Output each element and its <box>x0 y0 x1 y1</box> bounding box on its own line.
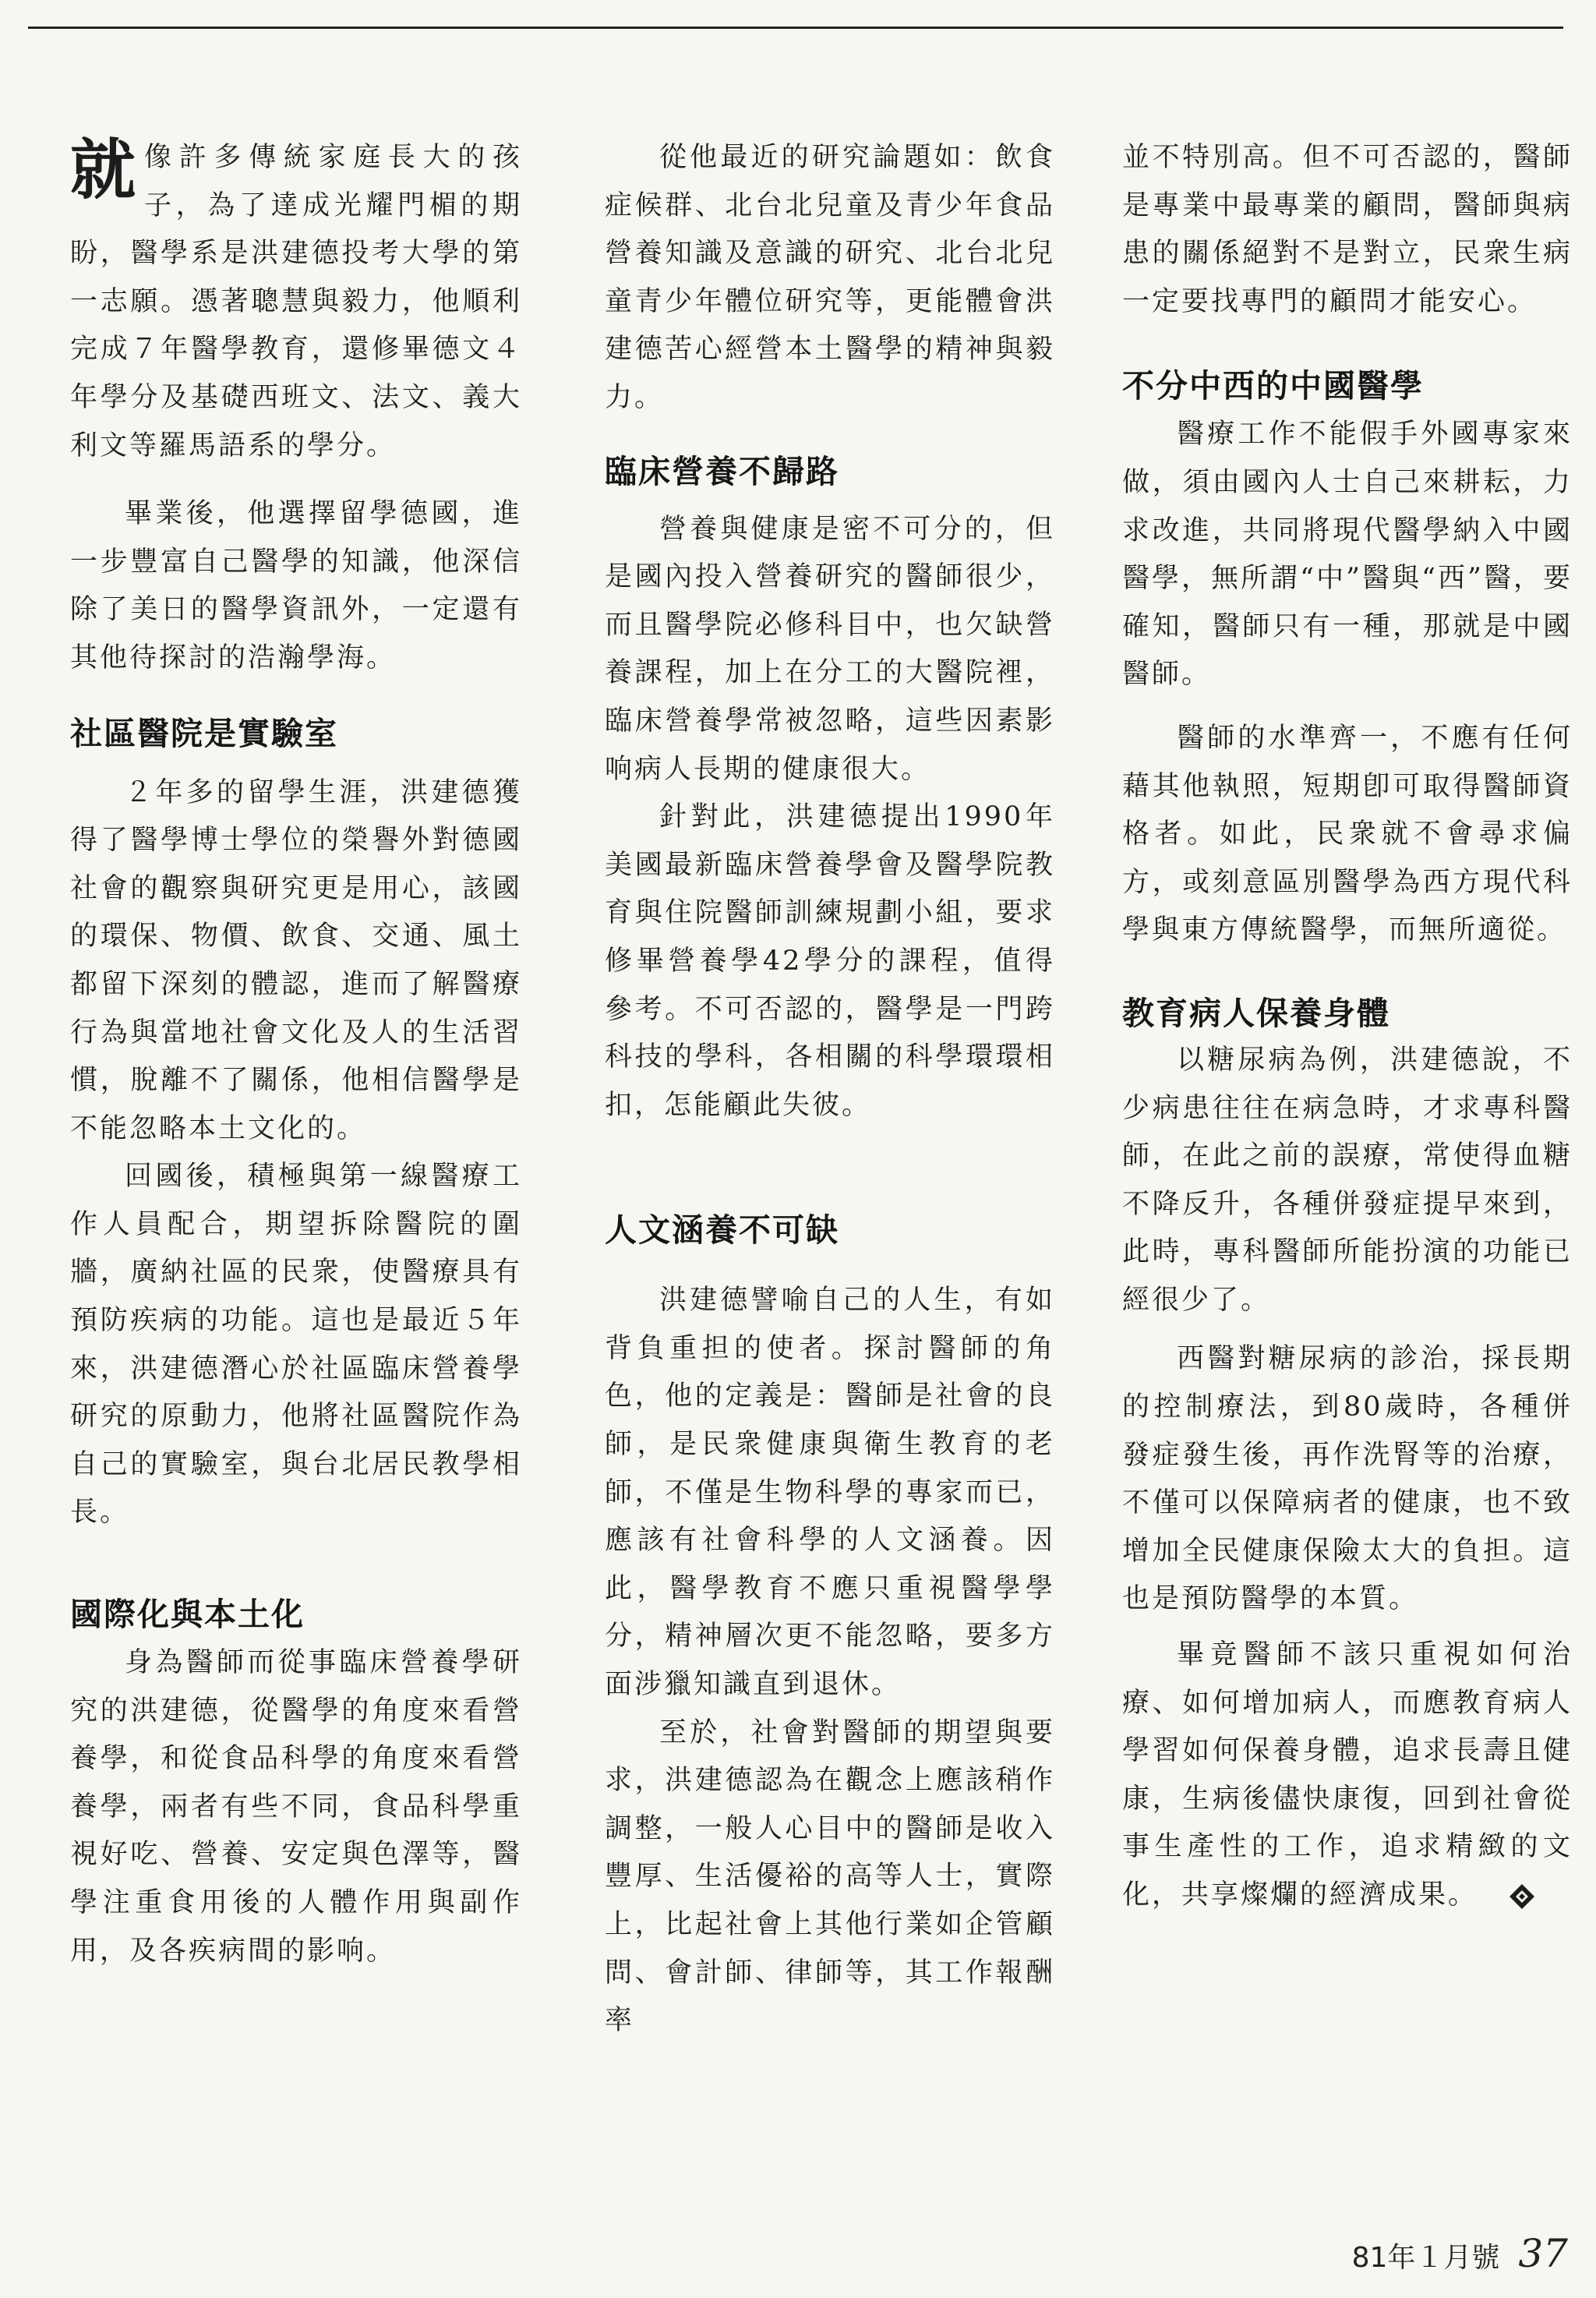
paragraph: 營養與健康是密不可分的，但是國內投入營養研究的醫師很少，而且醫學院必修科目中，也欠缺營養課程，加上在分工的大醫院裡，臨床營養學常被忽略，這些因素影响病人長期的健康很大。 <box>605 513 1055 785</box>
paragraph: 從他最近的研究論題如：飲食症候群、北台北兒童及青少年食品營養知識及意識的研究、北台北兒童青少年體位研究等，更能體會洪建德苦心經營本土醫學的精神與毅力。 <box>605 142 1055 413</box>
section-heading: 教育病人保養身體 <box>1122 994 1390 1032</box>
page-number: 37 <box>1518 2231 1568 2276</box>
column-3 <box>1122 134 1573 1920</box>
paragraph: 並不特別高。但不可否認的，醫師是專業中最專業的顧問，醫師與病患的關係絕對不是對立，民衆生病一定要找專門的顧問才能安心。 <box>1122 142 1573 317</box>
paragraph: 回國後，積極與第一線醫療工作人員配合，期望拆除醫院的圍牆，廣納社區的民衆，使醫療具有預防疾病的功能。這也是最近５年來，洪建德潛心於社區臨床營養學研究的原動力，他將社區醫院作為自己的實驗室，與台北居民教學相長。 <box>70 1161 522 1529</box>
paragraph: 醫療工作不能假手外國專家來做，須由國內人士自己來耕耘，力求改進，共同將現代醫學納入中國醫學，無所謂“中”醫與“西”醫，要確知，醫師只有一種，那就是中國醫師。 <box>1122 419 1573 691</box>
paragraph: 以糖尿病為例，洪建德說，不少病患往往在病急時，才求專科醫師，在此之前的誤療，常使得血糖不降反升，各種併發症提早來到，此時，專科醫師所能扮演的功能已經很少了。 <box>1122 1044 1573 1316</box>
page-footer <box>1352 2231 1568 2276</box>
paragraph: 身為醫師而從事臨床營養學研究的洪建德，從醫學的角度來看營養學，和從食品科學的角度來看營養學，兩者有些不同，食品科學重視好吃、營養、安定與色澤等，醫學注重食用後的人體作用與副作用，及各疾病間的影响。 <box>70 1647 522 1967</box>
paragraph: 至於，社會對醫師的期望與要求，洪建德認為在觀念上應該稍作調整，一般人心目中的醫師是收入豐厚、生活優裕的高等人士，實際上，比起社會上其他行業如企管顧問、會計師、律師等，其工作報酬率 <box>605 1716 1055 2037</box>
paragraph <box>1122 1632 1573 1920</box>
paragraph: ２年多的留學生涯，洪建德獲得了醫學博士學位的榮譽外對德國社會的觀察與研究更是用心，該國的環保、物價、飲食、交通、風土都留下深刻的體認，進而了解醫療行為與當地社會文化及人的生活習慣，脫離不了關係，他相信醫學是不能忽略本土文化的。 <box>70 776 522 1144</box>
drop-cap: 就 <box>70 131 139 208</box>
paragraph <box>70 131 522 470</box>
paragraph: 西醫對糖尿病的診治，採長期的控制療法，到80歲時，各種併發症發生後，再作洗腎等的治療，不僅可以保障病者的健康，也不致增加全民健康保險太大的負担。這也是預防醫學的本質。 <box>1122 1343 1573 1615</box>
diamond-end-mark-icon <box>1509 1883 1535 1910</box>
section-heading: 國際化與本土化 <box>70 1596 305 1634</box>
paragraph: 針對此，洪建德提出1990年美國最新臨床營養學會及醫學院教育與住院醫師訓練規劃小組，要求修畢營養學42學分的課程，值得參考。不可否認的，醫學是一門跨科技的學科，各相關的科學環環相扣，怎能顧此失彼。 <box>605 801 1055 1121</box>
section-heading: 人文涵養不可缺 <box>605 1211 839 1250</box>
paragraph-text: 畢竟醫師不該只重視如何治療、如何增加病人，而應教育病人學習如何保養身體，追求長壽且健康，生病後儘快康復，回到社會從事生產性的工作，追求精緻的文化，共享燦爛的經濟成果。 <box>1122 1639 1573 1911</box>
issue-label: 81年１月號 <box>1351 2242 1500 2274</box>
column-2 <box>605 134 1055 2045</box>
paragraph: 醫師的水準齊一，不應有任何藉其他執照，短期卽可取得醫師資格者。如此，民衆就不會尋求偏方，或刻意區別醫學為西方現代科學與東方傳統醫學，而無所適從。 <box>1122 722 1573 946</box>
paragraph: 洪建德譬喻自己的人生，有如背負重担的使者。探討醫師的角色，他的定義是：醫師是社會的良師，是民衆健康與衛生教育的老師，不僅是生物科學的專家而已，應該有社會科學的人文涵養。因此，醫學教育不應只重視醫學學分，精神層次更不能忽略，要多方面涉獵知識直到退休。 <box>605 1285 1055 1701</box>
paragraph-text: 像許多傳統家庭長大的孩子，為了達成光耀門楣的期盼，醫學系是洪建德投考大學的第一志願。憑著聰慧與毅力，他順利完成７年醫學教育，還修畢德文４年學分及基礎西班文、法文、義大利文等羅馬語系的學分。 <box>70 142 522 461</box>
column-1 <box>70 131 522 1975</box>
paragraph: 畢業後，他選擇留學德國，進一步豐富自己醫學的知識，他深信除了美日的醫學資訊外，一定還有其他待探討的浩瀚學海。 <box>70 498 522 673</box>
section-heading: 不分中西的中國醫學 <box>1122 367 1424 405</box>
section-heading: 臨床營養不歸路 <box>605 452 839 490</box>
top-rule <box>28 27 1563 29</box>
section-heading: 社區醫院是實驗室 <box>70 714 338 752</box>
